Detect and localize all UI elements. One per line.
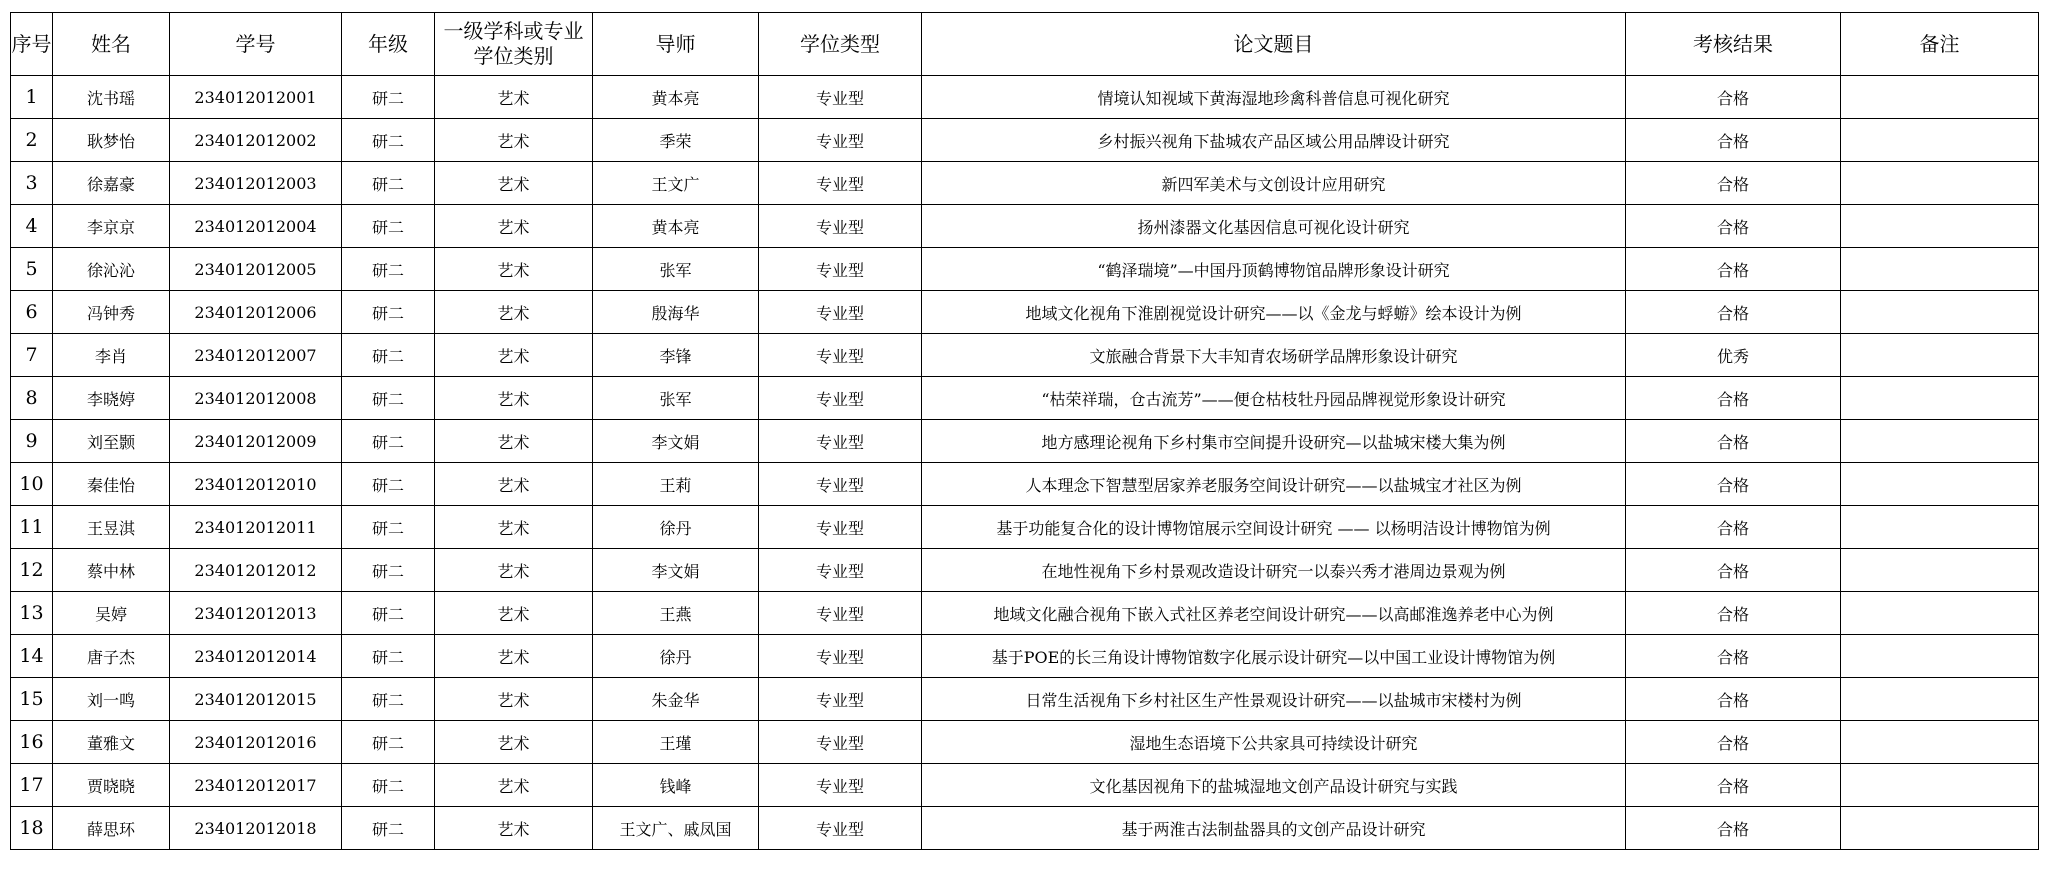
header-result: 考核结果: [1626, 13, 1841, 76]
cell-advisor: 王文广、戚凤国: [593, 807, 759, 850]
cell-remarks: [1841, 377, 2039, 420]
cell-seq: 2: [11, 119, 53, 162]
cell-result: 优秀: [1626, 334, 1841, 377]
cell-name: 沈书瑶: [53, 76, 170, 119]
cell-thesis-title: 新四军美术与文创设计应用研究: [922, 162, 1626, 205]
cell-degree-type: 专业型: [759, 377, 922, 420]
cell-grade: 研二: [342, 506, 435, 549]
cell-thesis-title: 基于功能复合化的设计博物馆展示空间设计研究 —— 以杨明洁设计博物馆为例: [922, 506, 1626, 549]
table-row: [11, 807, 2039, 850]
cell-discipline: 艺术: [435, 678, 593, 721]
cell-name: 秦佳怡: [53, 463, 170, 506]
cell-advisor: 李文娟: [593, 420, 759, 463]
cell-discipline: 艺术: [435, 377, 593, 420]
cell-thesis-title: 日常生活视角下乡村社区生产性景观设计研究——以盐城市宋楼村为例: [922, 678, 1626, 721]
cell-discipline: 艺术: [435, 506, 593, 549]
cell-thesis-title: 人本理念下智慧型居家养老服务空间设计研究——以盐城宝才社区为例: [922, 463, 1626, 506]
cell-student-id: 234012012006: [170, 291, 342, 334]
cell-thesis-title: “枯荣祥瑞，仓古流芳”——便仓枯枝牡丹园品牌视觉形象设计研究: [922, 377, 1626, 420]
cell-name: 徐沁沁: [53, 248, 170, 291]
cell-remarks: [1841, 807, 2039, 850]
cell-grade: 研二: [342, 377, 435, 420]
cell-result: 合格: [1626, 549, 1841, 592]
header-advisor: 导师: [593, 13, 759, 76]
cell-student-id: 234012012012: [170, 549, 342, 592]
cell-seq: 8: [11, 377, 53, 420]
cell-grade: 研二: [342, 119, 435, 162]
cell-thesis-title: 在地性视角下乡村景观改造设计研究一以泰兴秀才港周边景观为例: [922, 549, 1626, 592]
header-degree-type: 学位类型: [759, 13, 922, 76]
header-row: [11, 13, 2039, 76]
cell-result: 合格: [1626, 721, 1841, 764]
cell-seq: 6: [11, 291, 53, 334]
header-grade: 年级: [342, 13, 435, 76]
cell-thesis-title: 地域文化融合视角下嵌入式社区养老空间设计研究——以高邮淮逸养老中心为例: [922, 592, 1626, 635]
cell-name: 刘至颢: [53, 420, 170, 463]
cell-discipline: 艺术: [435, 764, 593, 807]
table-row: [11, 420, 2039, 463]
cell-advisor: 张军: [593, 377, 759, 420]
cell-advisor: 王燕: [593, 592, 759, 635]
cell-result: 合格: [1626, 807, 1841, 850]
cell-result: 合格: [1626, 248, 1841, 291]
cell-student-id: 234012012015: [170, 678, 342, 721]
cell-grade: 研二: [342, 807, 435, 850]
cell-seq: 5: [11, 248, 53, 291]
cell-grade: 研二: [342, 248, 435, 291]
table-row: [11, 162, 2039, 205]
cell-student-id: 234012012017: [170, 764, 342, 807]
table-body: [11, 76, 2039, 850]
cell-degree-type: 专业型: [759, 205, 922, 248]
cell-result: 合格: [1626, 463, 1841, 506]
cell-name: 李肖: [53, 334, 170, 377]
cell-result: 合格: [1626, 377, 1841, 420]
cell-grade: 研二: [342, 205, 435, 248]
cell-result: 合格: [1626, 592, 1841, 635]
cell-thesis-title: 湿地生态语境下公共家具可持续设计研究: [922, 721, 1626, 764]
cell-student-id: 234012012014: [170, 635, 342, 678]
cell-advisor: 张军: [593, 248, 759, 291]
cell-advisor: 李文娟: [593, 549, 759, 592]
table-row: [11, 678, 2039, 721]
cell-advisor: 王瑾: [593, 721, 759, 764]
cell-seq: 11: [11, 506, 53, 549]
cell-remarks: [1841, 721, 2039, 764]
cell-remarks: [1841, 678, 2039, 721]
cell-grade: 研二: [342, 76, 435, 119]
cell-discipline: 艺术: [435, 463, 593, 506]
cell-remarks: [1841, 119, 2039, 162]
cell-thesis-title: 地方感理论视角下乡村集市空间提升设研究—以盐城宋楼大集为例: [922, 420, 1626, 463]
cell-seq: 18: [11, 807, 53, 850]
cell-discipline: 艺术: [435, 420, 593, 463]
header-discipline: 一级学科或专业学位类别: [435, 13, 593, 76]
cell-advisor: 王文广: [593, 162, 759, 205]
cell-discipline: 艺术: [435, 248, 593, 291]
cell-seq: 3: [11, 162, 53, 205]
cell-advisor: 朱金华: [593, 678, 759, 721]
table-row: [11, 549, 2039, 592]
cell-result: 合格: [1626, 764, 1841, 807]
table-row: [11, 76, 2039, 119]
table-row: [11, 377, 2039, 420]
cell-name: 唐子杰: [53, 635, 170, 678]
table-row: [11, 506, 2039, 549]
cell-degree-type: 专业型: [759, 635, 922, 678]
cell-advisor: 王莉: [593, 463, 759, 506]
cell-discipline: 艺术: [435, 334, 593, 377]
cell-student-id: 234012012011: [170, 506, 342, 549]
cell-thesis-title: 文旅融合背景下大丰知青农场研学品牌形象设计研究: [922, 334, 1626, 377]
cell-advisor: 黄本亮: [593, 205, 759, 248]
cell-remarks: [1841, 592, 2039, 635]
cell-grade: 研二: [342, 162, 435, 205]
cell-advisor: 钱峰: [593, 764, 759, 807]
cell-result: 合格: [1626, 420, 1841, 463]
cell-degree-type: 专业型: [759, 506, 922, 549]
cell-remarks: [1841, 549, 2039, 592]
cell-discipline: 艺术: [435, 291, 593, 334]
cell-name: 刘一鸣: [53, 678, 170, 721]
cell-discipline: 艺术: [435, 76, 593, 119]
cell-remarks: [1841, 506, 2039, 549]
cell-degree-type: 专业型: [759, 162, 922, 205]
cell-result: 合格: [1626, 635, 1841, 678]
cell-remarks: [1841, 162, 2039, 205]
cell-degree-type: 专业型: [759, 807, 922, 850]
table-row: [11, 119, 2039, 162]
cell-name: 冯钟秀: [53, 291, 170, 334]
cell-degree-type: 专业型: [759, 420, 922, 463]
cell-result: 合格: [1626, 205, 1841, 248]
cell-degree-type: 专业型: [759, 463, 922, 506]
cell-student-id: 234012012002: [170, 119, 342, 162]
cell-remarks: [1841, 248, 2039, 291]
cell-result: 合格: [1626, 76, 1841, 119]
cell-seq: 13: [11, 592, 53, 635]
cell-degree-type: 专业型: [759, 248, 922, 291]
cell-grade: 研二: [342, 549, 435, 592]
cell-seq: 15: [11, 678, 53, 721]
cell-seq: 4: [11, 205, 53, 248]
cell-name: 徐嘉豪: [53, 162, 170, 205]
table-row: [11, 248, 2039, 291]
cell-seq: 1: [11, 76, 53, 119]
cell-thesis-title: “鹤泽瑞境”—中国丹顶鹤博物馆品牌形象设计研究: [922, 248, 1626, 291]
cell-degree-type: 专业型: [759, 119, 922, 162]
cell-grade: 研二: [342, 721, 435, 764]
cell-remarks: [1841, 463, 2039, 506]
cell-student-id: 234012012003: [170, 162, 342, 205]
cell-student-id: 234012012016: [170, 721, 342, 764]
cell-seq: 12: [11, 549, 53, 592]
cell-remarks: [1841, 764, 2039, 807]
cell-seq: 16: [11, 721, 53, 764]
table-row: [11, 721, 2039, 764]
cell-thesis-title: 地域文化视角下淮剧视觉设计研究——以《金龙与蜉蝣》绘本设计为例: [922, 291, 1626, 334]
cell-seq: 17: [11, 764, 53, 807]
cell-name: 薛思环: [53, 807, 170, 850]
cell-result: 合格: [1626, 291, 1841, 334]
cell-result: 合格: [1626, 119, 1841, 162]
cell-student-id: 234012012001: [170, 76, 342, 119]
header-remarks: 备注: [1841, 13, 2039, 76]
cell-discipline: 艺术: [435, 807, 593, 850]
cell-advisor: 徐丹: [593, 635, 759, 678]
cell-result: 合格: [1626, 678, 1841, 721]
cell-advisor: 黄本亮: [593, 76, 759, 119]
cell-degree-type: 专业型: [759, 334, 922, 377]
cell-seq: 10: [11, 463, 53, 506]
cell-name: 耿梦怡: [53, 119, 170, 162]
cell-degree-type: 专业型: [759, 76, 922, 119]
student-assessment-table: [10, 12, 2039, 850]
cell-grade: 研二: [342, 463, 435, 506]
cell-grade: 研二: [342, 420, 435, 463]
cell-student-id: 234012012005: [170, 248, 342, 291]
cell-seq: 14: [11, 635, 53, 678]
cell-grade: 研二: [342, 592, 435, 635]
table-row: [11, 463, 2039, 506]
cell-student-id: 234012012018: [170, 807, 342, 850]
cell-remarks: [1841, 635, 2039, 678]
cell-discipline: 艺术: [435, 635, 593, 678]
cell-student-id: 234012012004: [170, 205, 342, 248]
cell-grade: 研二: [342, 291, 435, 334]
cell-discipline: 艺术: [435, 549, 593, 592]
cell-student-id: 234012012010: [170, 463, 342, 506]
assessment-sheet: [10, 12, 2039, 850]
cell-thesis-title: 基于两淮古法制盐器具的文创产品设计研究: [922, 807, 1626, 850]
cell-advisor: 徐丹: [593, 506, 759, 549]
cell-grade: 研二: [342, 764, 435, 807]
cell-degree-type: 专业型: [759, 592, 922, 635]
cell-remarks: [1841, 205, 2039, 248]
header-name: 姓名: [53, 13, 170, 76]
cell-seq: 7: [11, 334, 53, 377]
cell-name: 王昱淇: [53, 506, 170, 549]
cell-name: 董雅文: [53, 721, 170, 764]
cell-thesis-title: 文化基因视角下的盐城湿地文创产品设计研究与实践: [922, 764, 1626, 807]
cell-discipline: 艺术: [435, 119, 593, 162]
cell-student-id: 234012012008: [170, 377, 342, 420]
cell-degree-type: 专业型: [759, 678, 922, 721]
cell-discipline: 艺术: [435, 721, 593, 764]
cell-name: 吴婷: [53, 592, 170, 635]
cell-degree-type: 专业型: [759, 764, 922, 807]
cell-name: 李京京: [53, 205, 170, 248]
cell-discipline: 艺术: [435, 592, 593, 635]
cell-thesis-title: 扬州漆器文化基因信息可视化设计研究: [922, 205, 1626, 248]
table-row: [11, 334, 2039, 377]
cell-grade: 研二: [342, 334, 435, 377]
cell-degree-type: 专业型: [759, 549, 922, 592]
cell-result: 合格: [1626, 162, 1841, 205]
table-row: [11, 635, 2039, 678]
cell-thesis-title: 乡村振兴视角下盐城农产品区域公用品牌设计研究: [922, 119, 1626, 162]
cell-degree-type: 专业型: [759, 291, 922, 334]
cell-name: 蔡中林: [53, 549, 170, 592]
cell-degree-type: 专业型: [759, 721, 922, 764]
cell-student-id: 234012012013: [170, 592, 342, 635]
table-row: [11, 205, 2039, 248]
header-student-id: 学号: [170, 13, 342, 76]
cell-seq: 9: [11, 420, 53, 463]
cell-advisor: 李锋: [593, 334, 759, 377]
cell-grade: 研二: [342, 678, 435, 721]
cell-remarks: [1841, 334, 2039, 377]
cell-advisor: 季荣: [593, 119, 759, 162]
cell-thesis-title: 情境认知视域下黄海湿地珍禽科普信息可视化研究: [922, 76, 1626, 119]
cell-student-id: 234012012007: [170, 334, 342, 377]
cell-student-id: 234012012009: [170, 420, 342, 463]
cell-discipline: 艺术: [435, 205, 593, 248]
cell-remarks: [1841, 76, 2039, 119]
cell-advisor: 殷海华: [593, 291, 759, 334]
header-thesis-title: 论文题目: [922, 13, 1626, 76]
cell-discipline: 艺术: [435, 162, 593, 205]
cell-name: 李晓婷: [53, 377, 170, 420]
cell-remarks: [1841, 420, 2039, 463]
table-row: [11, 291, 2039, 334]
table-row: [11, 592, 2039, 635]
cell-grade: 研二: [342, 635, 435, 678]
cell-result: 合格: [1626, 506, 1841, 549]
cell-name: 贾晓晓: [53, 764, 170, 807]
cell-remarks: [1841, 291, 2039, 334]
cell-thesis-title: 基于POE的长三角设计博物馆数字化展示设计研究—以中国工业设计博物馆为例: [922, 635, 1626, 678]
header-seq: 序号: [11, 13, 53, 76]
table-row: [11, 764, 2039, 807]
